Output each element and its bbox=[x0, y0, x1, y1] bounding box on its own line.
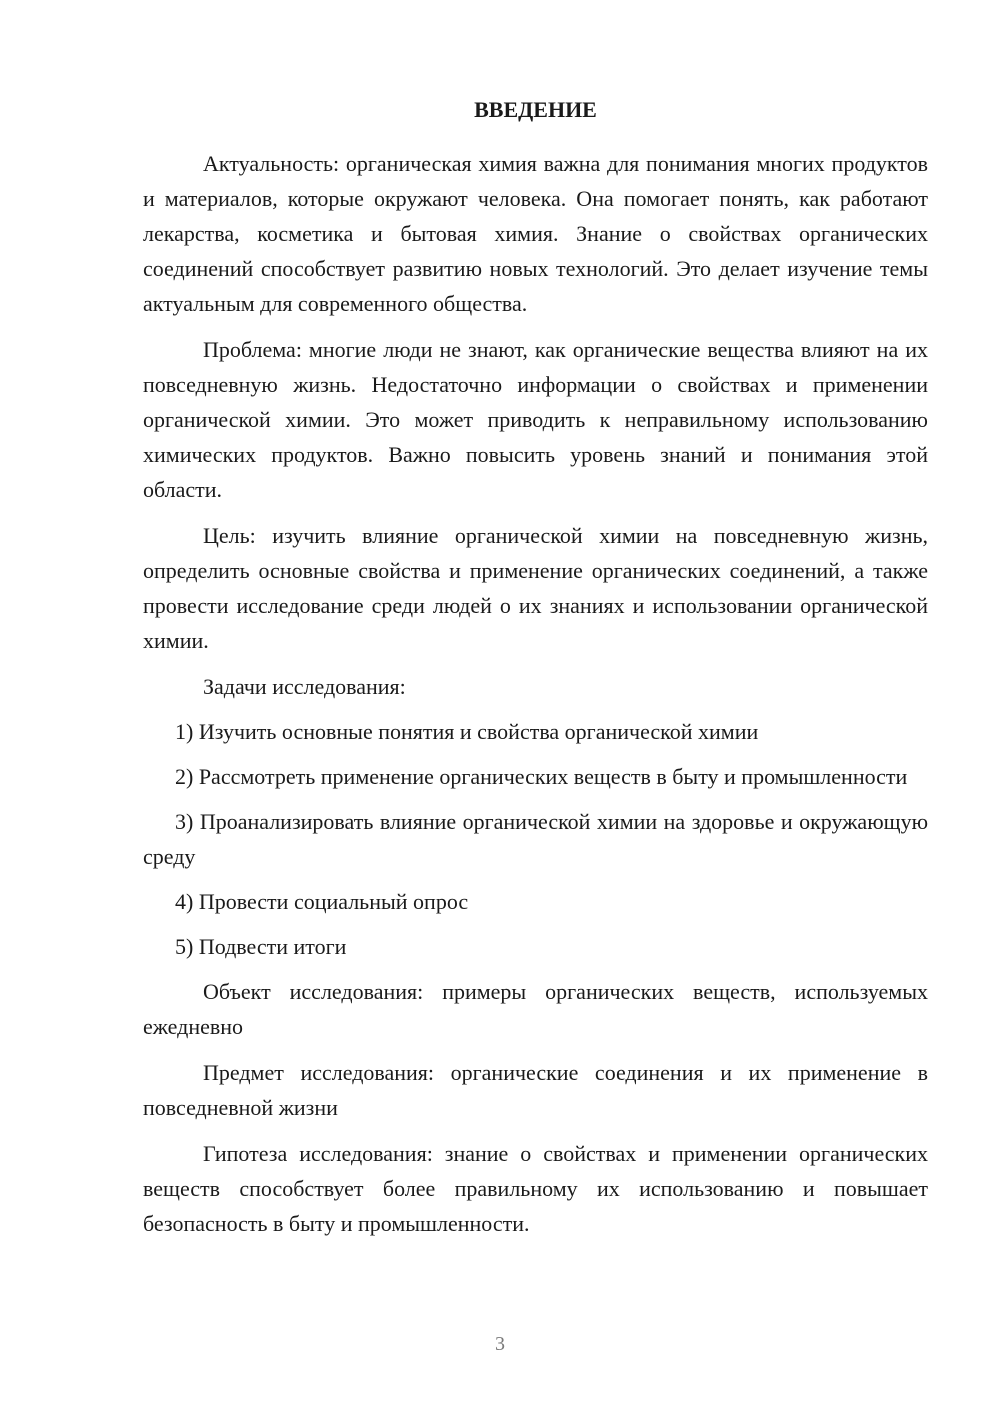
paragraph-object: Объект исследования: примеры органических веществ, используемых ежедневно bbox=[143, 979, 928, 1039]
document-page bbox=[143, 92, 928, 1252]
task-item: 5) Подвести итоги bbox=[175, 934, 347, 959]
paragraph-subject: Предмет исследования: органические соединения и их применение в повседневной жизни bbox=[143, 1060, 928, 1120]
section-title: ВВЕДЕНИЕ bbox=[474, 97, 597, 122]
page-number: 3 bbox=[495, 1333, 505, 1355]
paragraph-goal: Цель: изучить влияние органической химии на повседневную жизнь, определить основные свойства и применение органических соединений, а также провести исследование среди людей о их знаниях и использовании органической химии. bbox=[143, 523, 928, 653]
paragraph-hypothesis: Гипотеза исследования: знание о свойствах и применении органических веществ способствует более правильному их использованию и повышает безопасность в быту и промышленности. bbox=[143, 1141, 928, 1236]
task-item: 3) Проанализировать влияние органической химии на здоровье и окружающую среду bbox=[143, 809, 928, 869]
task-item: 1) Изучить основные понятия и свойства органической химии bbox=[175, 719, 759, 744]
paragraph-relevance: Актуальность: органическая химия важна для понимания многих продуктов и материалов, которые окружают человека. Она помогает понять, как работают лекарства, косметика и бытовая химия. Знание о свойствах органических соединений способствует развитию новых технологий. Это делает изучение темы актуальным для современного общества. bbox=[143, 151, 928, 316]
paragraph-problem: Проблема: многие люди не знают, как органические вещества влияют на их повседневную жизнь. Недостаточно информации о свойствах и применении органической химии. Это может приводить к неправильному использованию химических продуктов. Важно повысить уровень знаний и понимания этой области. bbox=[143, 337, 928, 502]
task-item: 2) Рассмотреть применение органических веществ в быту и промышленности bbox=[175, 764, 908, 789]
task-item: 4) Провести социальный опрос bbox=[175, 889, 469, 914]
tasks-heading: Задачи исследования: bbox=[203, 674, 406, 699]
